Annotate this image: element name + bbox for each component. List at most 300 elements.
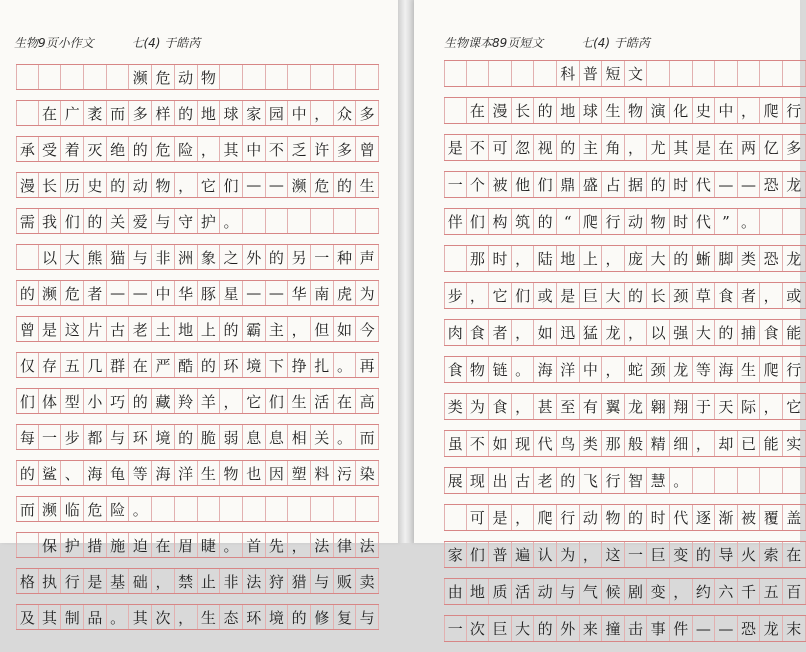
grid-cell: 索 <box>760 542 783 567</box>
grid-cell <box>16 533 39 557</box>
grid-cell: 但 <box>311 317 334 341</box>
grid-cell: 龙 <box>625 394 648 419</box>
grid-cell: 巨 <box>489 616 512 641</box>
grid-cell: 出 <box>489 468 512 493</box>
grid-cell: 捕 <box>738 320 761 345</box>
grid-cell <box>647 61 670 86</box>
grid-cell: 。 <box>334 353 357 377</box>
grid-cell: 的 <box>84 209 107 233</box>
grid-cell: 它 <box>489 283 512 308</box>
grid-cell: 龙 <box>783 246 806 271</box>
grid-cell: 遍 <box>512 542 535 567</box>
grid-cell: 尤 <box>647 135 670 160</box>
grid-cell: 仅 <box>16 353 39 377</box>
grid-cell: 或 <box>783 283 806 308</box>
grid-cell: 件 <box>670 616 693 641</box>
grid-cell: 与 <box>311 569 334 593</box>
grid-cell: 塑 <box>288 461 311 485</box>
grid-cell: 的 <box>557 468 580 493</box>
grid-cell: 。 <box>107 605 130 629</box>
grid-cell: 及 <box>16 605 39 629</box>
grid-cell <box>16 101 39 125</box>
grid-cell: 五 <box>760 579 783 604</box>
grid-cell: 普 <box>489 542 512 567</box>
grid-cell: 食 <box>489 394 512 419</box>
grid-cell: ， <box>625 135 648 160</box>
grid-cell: 的 <box>220 317 243 341</box>
right-header-subject: 生物课本89页短文 <box>444 36 544 50</box>
grid-cell: 护 <box>198 209 221 233</box>
grid-cell: 的 <box>534 616 557 641</box>
grid-cell: 挣 <box>288 353 311 377</box>
grid-cell: 严 <box>152 353 175 377</box>
grid-cell: 猛 <box>580 320 603 345</box>
grid-cell: 为 <box>356 281 379 305</box>
grid-cell: ， <box>512 320 535 345</box>
grid-cell: 翼 <box>602 394 625 419</box>
grid-cell <box>220 497 243 521</box>
grid-cell <box>356 65 379 89</box>
grid-cell: 物 <box>602 505 625 530</box>
grid-cell: 危 <box>311 173 334 197</box>
grid-cell: 需 <box>16 209 39 233</box>
grid-cell: 一 <box>625 542 648 567</box>
grid-cell <box>467 61 490 86</box>
grid-cell: 贩 <box>334 569 357 593</box>
grid-cell: 体 <box>39 389 62 413</box>
grid-cell: 濒 <box>288 173 311 197</box>
grid-cell <box>16 245 39 269</box>
grid-cell: 动 <box>625 209 648 234</box>
left-text-line <box>16 424 379 450</box>
grid-cell: 这 <box>61 317 84 341</box>
grid-cell <box>311 65 334 89</box>
grid-cell: 他 <box>512 172 535 197</box>
grid-cell: 其 <box>129 605 152 629</box>
grid-cell <box>693 61 716 86</box>
grid-cell: 那 <box>602 431 625 456</box>
grid-cell: 时 <box>647 505 670 530</box>
grid-cell: 海 <box>152 461 175 485</box>
grid-cell: 链 <box>489 357 512 382</box>
grid-cell: ， <box>625 320 648 345</box>
grid-cell: 普 <box>580 61 603 86</box>
grid-cell: 的 <box>198 353 221 377</box>
left-header-author: 七(4) 于皓芮 <box>131 36 201 50</box>
grid-cell: — <box>693 616 716 641</box>
grid-cell: ， <box>602 357 625 382</box>
grid-cell: 可 <box>489 135 512 160</box>
grid-cell: 生 <box>738 357 761 382</box>
grid-cell: 代 <box>670 505 693 530</box>
grid-cell: 曾 <box>356 137 379 161</box>
grid-cell: 代 <box>534 431 557 456</box>
grid-cell: 们 <box>16 389 39 413</box>
grid-cell: 恐 <box>760 172 783 197</box>
grid-cell: 另 <box>288 245 311 269</box>
grid-cell: ， <box>602 246 625 271</box>
grid-cell: 样 <box>152 101 175 125</box>
grid-cell: 行 <box>557 505 580 530</box>
grid-cell: ， <box>175 605 198 629</box>
grid-cell: 措 <box>84 533 107 557</box>
grid-cell: 相 <box>288 425 311 449</box>
grid-cell: 上 <box>580 246 603 271</box>
grid-cell <box>243 65 266 89</box>
grid-cell: 类 <box>738 246 761 271</box>
grid-cell: 据 <box>625 172 648 197</box>
grid-cell: 爬 <box>580 209 603 234</box>
grid-cell: ， <box>512 394 535 419</box>
grid-cell: 是 <box>557 283 580 308</box>
grid-cell: 园 <box>266 101 289 125</box>
grid-cell: — <box>107 281 130 305</box>
grid-cell: 由 <box>444 579 467 604</box>
grid-cell: 大 <box>602 283 625 308</box>
grid-cell: 险 <box>175 137 198 161</box>
grid-cell: 危 <box>152 65 175 89</box>
grid-cell: ， <box>288 533 311 557</box>
grid-cell: 是 <box>489 505 512 530</box>
left-text-line <box>16 352 379 378</box>
grid-cell: 藏 <box>152 389 175 413</box>
grid-cell: 外 <box>557 616 580 641</box>
grid-cell: 盛 <box>580 172 603 197</box>
grid-cell: 恐 <box>760 246 783 271</box>
grid-cell: 主 <box>580 135 603 160</box>
grid-cell: 环 <box>243 605 266 629</box>
grid-cell <box>334 209 357 233</box>
grid-cell: 再 <box>356 353 379 377</box>
grid-cell: 羚 <box>175 389 198 413</box>
grid-cell: 一 <box>444 616 467 641</box>
right-text-line <box>444 171 806 198</box>
grid-cell: 。 <box>670 468 693 493</box>
grid-cell: 袤 <box>84 101 107 125</box>
grid-cell: 与 <box>129 245 152 269</box>
right-text-line <box>444 97 806 124</box>
grid-cell: 的 <box>129 137 152 161</box>
right-text-line <box>444 208 806 235</box>
grid-cell: 类 <box>444 394 467 419</box>
grid-cell: 生 <box>356 173 379 197</box>
grid-cell: 扎 <box>311 353 334 377</box>
grid-cell: 以 <box>39 245 62 269</box>
grid-cell: 在 <box>152 533 175 557</box>
grid-cell: 爱 <box>129 209 152 233</box>
grid-cell: 羊 <box>198 389 221 413</box>
left-text-line <box>16 136 379 162</box>
grid-cell: 古 <box>512 468 535 493</box>
grid-cell: 的 <box>715 320 738 345</box>
grid-cell: 修 <box>311 605 334 629</box>
grid-cell: 不 <box>467 135 490 160</box>
grid-cell: 长 <box>647 283 670 308</box>
grid-cell: 危 <box>61 281 84 305</box>
grid-cell: 占 <box>602 172 625 197</box>
grid-cell: “ <box>557 209 580 234</box>
grid-cell: 爬 <box>534 505 557 530</box>
grid-cell: 火 <box>738 542 761 567</box>
right-text-line <box>444 541 806 568</box>
right-text-line <box>444 504 806 531</box>
grid-cell: 的 <box>670 246 693 271</box>
grid-cell: 卖 <box>356 569 379 593</box>
grid-cell: 撞 <box>602 616 625 641</box>
grid-cell: 弱 <box>220 425 243 449</box>
left-text-line <box>16 100 379 126</box>
grid-cell: 临 <box>61 497 84 521</box>
grid-cell: 环 <box>129 425 152 449</box>
left-text-line <box>16 316 379 342</box>
grid-cell: — <box>266 173 289 197</box>
right-notebook-page <box>414 0 802 638</box>
grid-cell: 球 <box>580 98 603 123</box>
grid-cell: 逐 <box>693 505 716 530</box>
grid-cell: 的 <box>625 283 648 308</box>
right-header-author: 七(4) 于皓芮 <box>581 36 650 50</box>
grid-cell: 那 <box>467 246 490 271</box>
grid-cell: 承 <box>16 137 39 161</box>
grid-cell: 如 <box>334 317 357 341</box>
grid-cell: 视 <box>534 135 557 160</box>
grid-cell: 在 <box>715 135 738 160</box>
grid-cell: 群 <box>107 353 130 377</box>
grid-cell: 个 <box>467 172 490 197</box>
grid-cell: 颈 <box>647 357 670 382</box>
grid-cell: 虎 <box>334 281 357 305</box>
grid-cell: 或 <box>534 283 557 308</box>
grid-cell: 两 <box>738 135 761 160</box>
grid-cell <box>783 209 806 234</box>
grid-cell <box>84 65 107 89</box>
grid-cell: 精 <box>647 431 670 456</box>
grid-cell <box>311 209 334 233</box>
grid-cell: 如 <box>534 320 557 345</box>
grid-cell: 片 <box>84 317 107 341</box>
grid-cell <box>220 65 243 89</box>
grid-cell: 的 <box>16 281 39 305</box>
grid-cell: 筑 <box>512 209 535 234</box>
grid-cell: 境 <box>243 353 266 377</box>
grid-cell: 格 <box>16 569 39 593</box>
grid-cell: 虽 <box>444 431 467 456</box>
grid-cell: 们 <box>61 209 84 233</box>
grid-cell: 是 <box>444 135 467 160</box>
grid-cell: 候 <box>602 579 625 604</box>
left-text-line <box>16 604 379 630</box>
grid-cell: 地 <box>198 101 221 125</box>
grid-cell: 渐 <box>715 505 738 530</box>
grid-cell: 行 <box>783 357 806 382</box>
grid-cell: 南 <box>311 281 334 305</box>
grid-cell: 制 <box>61 605 84 629</box>
grid-cell: 品 <box>84 605 107 629</box>
grid-cell: 时 <box>670 209 693 234</box>
grid-cell: 现 <box>512 431 535 456</box>
grid-cell: 是 <box>693 135 716 160</box>
grid-cell: 爬 <box>760 357 783 382</box>
grid-cell: 的 <box>266 245 289 269</box>
grid-cell: 也 <box>243 461 266 485</box>
grid-cell: ， <box>512 505 535 530</box>
grid-cell: 每 <box>16 425 39 449</box>
grid-cell: 声 <box>356 245 379 269</box>
grid-cell: 地 <box>557 246 580 271</box>
grid-cell: 气 <box>580 579 603 604</box>
grid-cell: 食 <box>715 283 738 308</box>
grid-cell: 可 <box>467 505 490 530</box>
grid-cell: ， <box>152 569 175 593</box>
grid-cell: 法 <box>243 569 266 593</box>
grid-cell: 础 <box>129 569 152 593</box>
grid-cell: 华 <box>288 281 311 305</box>
grid-cell: 变 <box>647 579 670 604</box>
right-text-line <box>444 430 806 457</box>
grid-cell: 剧 <box>625 579 648 604</box>
grid-cell <box>39 65 62 89</box>
grid-cell <box>693 468 716 493</box>
grid-cell: 它 <box>783 394 806 419</box>
grid-cell: 却 <box>715 431 738 456</box>
grid-cell: 类 <box>580 431 603 456</box>
grid-cell: 家 <box>444 542 467 567</box>
grid-cell: 展 <box>444 468 467 493</box>
grid-cell <box>61 65 84 89</box>
grid-cell: 行 <box>602 468 625 493</box>
grid-cell: 老 <box>129 317 152 341</box>
grid-cell: 不 <box>266 137 289 161</box>
grid-cell: 们 <box>266 389 289 413</box>
grid-cell: 庞 <box>625 246 648 271</box>
grid-cell: 百 <box>783 579 806 604</box>
grid-cell: ， <box>693 431 716 456</box>
grid-cell: 它 <box>198 173 221 197</box>
grid-cell: — <box>129 281 152 305</box>
grid-cell: 动 <box>129 173 152 197</box>
grid-cell: 认 <box>534 542 557 567</box>
grid-cell: 脚 <box>715 246 738 271</box>
grid-cell <box>334 65 357 89</box>
grid-cell: 科 <box>557 61 580 86</box>
grid-cell <box>444 98 467 123</box>
grid-cell: 多 <box>334 137 357 161</box>
grid-cell <box>198 497 221 521</box>
left-writing-grid <box>16 64 379 640</box>
grid-cell: 为 <box>557 542 580 567</box>
grid-cell: 高 <box>356 389 379 413</box>
grid-cell: ， <box>220 389 243 413</box>
grid-cell <box>334 497 357 521</box>
grid-cell: 而 <box>16 497 39 521</box>
grid-cell: 迫 <box>129 533 152 557</box>
grid-cell: 与 <box>356 605 379 629</box>
grid-cell: 慧 <box>647 468 670 493</box>
grid-cell: 。 <box>129 497 152 521</box>
grid-cell: 家 <box>243 101 266 125</box>
grid-cell: 众 <box>334 101 357 125</box>
grid-cell <box>534 61 557 86</box>
grid-cell: 物 <box>152 173 175 197</box>
grid-cell: 在 <box>129 353 152 377</box>
grid-cell: 。 <box>738 209 761 234</box>
grid-cell: 多 <box>356 101 379 125</box>
left-text-line <box>16 388 379 414</box>
grid-cell: 能 <box>760 431 783 456</box>
grid-cell: 。 <box>220 533 243 557</box>
left-text-line <box>16 532 379 558</box>
grid-cell: 洲 <box>175 245 198 269</box>
grid-cell: 海 <box>84 461 107 485</box>
grid-cell: 曾 <box>16 317 39 341</box>
right-text-line <box>444 356 806 383</box>
grid-cell: 生 <box>198 461 221 485</box>
grid-cell: 酷 <box>175 353 198 377</box>
grid-cell: 下 <box>266 353 289 377</box>
grid-cell: ， <box>580 542 603 567</box>
left-text-line <box>16 460 379 486</box>
grid-cell: 实 <box>783 431 806 456</box>
grid-cell: 生 <box>198 605 221 629</box>
grid-cell: 至 <box>557 394 580 419</box>
right-text-line <box>444 467 806 494</box>
grid-cell: 的 <box>107 173 130 197</box>
right-text-line <box>444 282 806 309</box>
grid-cell: 甚 <box>534 394 557 419</box>
grid-cell: 细 <box>670 431 693 456</box>
grid-cell: 、 <box>61 461 84 485</box>
grid-cell: 中 <box>715 98 738 123</box>
grid-cell: 构 <box>489 209 512 234</box>
grid-cell: 物 <box>220 461 243 485</box>
grid-cell: 鼎 <box>557 172 580 197</box>
grid-cell: 一 <box>39 425 62 449</box>
grid-cell: 角 <box>602 135 625 160</box>
left-page-header <box>14 34 234 51</box>
grid-cell <box>243 497 266 521</box>
grid-cell: 熊 <box>84 245 107 269</box>
grid-cell: 而 <box>356 425 379 449</box>
grid-cell: 大 <box>647 246 670 271</box>
grid-cell: 。 <box>512 357 535 382</box>
grid-cell: 濒 <box>39 497 62 521</box>
grid-cell: 种 <box>334 245 357 269</box>
grid-cell: 地 <box>175 317 198 341</box>
grid-cell: — <box>243 173 266 197</box>
grid-cell <box>738 61 761 86</box>
grid-cell: 保 <box>39 533 62 557</box>
grid-cell: 猎 <box>288 569 311 593</box>
grid-cell: ， <box>288 317 311 341</box>
grid-cell: 我 <box>39 209 62 233</box>
grid-cell: 史 <box>84 173 107 197</box>
notebook-spine <box>398 0 414 543</box>
grid-cell <box>760 209 783 234</box>
grid-cell: 而 <box>107 101 130 125</box>
grid-cell: 盖 <box>783 505 806 530</box>
grid-cell: 导 <box>715 542 738 567</box>
grid-cell: 存 <box>39 353 62 377</box>
grid-cell: 在 <box>467 98 490 123</box>
grid-cell: 被 <box>738 505 761 530</box>
grid-cell: 地 <box>557 98 580 123</box>
grid-cell: 是 <box>84 569 107 593</box>
grid-cell: 脆 <box>198 425 221 449</box>
grid-cell: 质 <box>489 579 512 604</box>
grid-cell: 中 <box>580 357 603 382</box>
grid-cell <box>152 497 175 521</box>
grid-cell: 智 <box>625 468 648 493</box>
